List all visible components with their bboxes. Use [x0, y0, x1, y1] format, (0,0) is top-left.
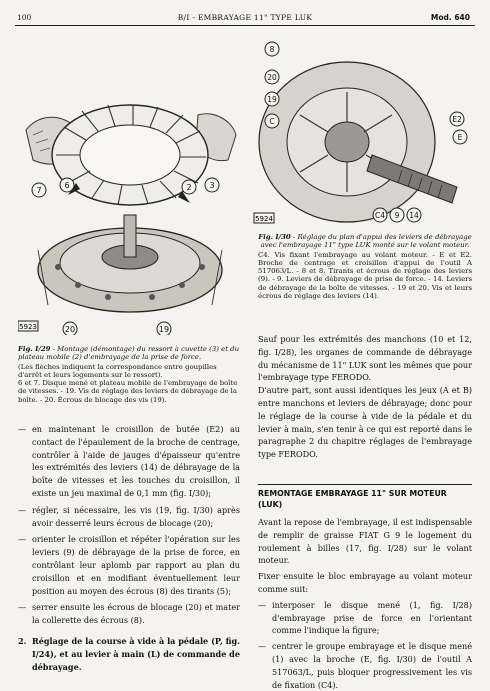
caption-fig-i29	[18, 345, 240, 404]
callout-9: 9	[394, 211, 400, 220]
callout-3: 3	[209, 181, 215, 190]
caption-fig-title: - Réglage du plan d'appui des leviers de débrayage avec l'embrayage 11" type LUK monté sur le volant moteur.	[260, 233, 472, 250]
callout-2: 2	[186, 183, 192, 192]
section-paragraph: Avant la repose de l'embrayage, il est indispensable de remplir de graisse FIAT G 9 le logement du roulement à billes (17, fig. I/28) sur le volant moteur.	[258, 517, 472, 566]
callout-8: 8	[269, 45, 275, 54]
procedure-step: — en maintenant le croisillon de butée (E2) au contact de l'épaulement de la broche de centrage, contrôler à l'aide de jauges d'épaisseur qu'entre les extrémités des leviers (14) de débrayage de la boîte de vitesses et les touches du croisillon, il existe un jeu maximal de 0,1 mm (fig. I/30);	[18, 424, 240, 498]
section-body	[258, 516, 472, 691]
callout-e2: E2	[452, 115, 462, 124]
callout-19-right: 19	[267, 95, 277, 104]
lever-adjustment-figure	[252, 37, 474, 235]
caption-fig-body: C4. Vis fixant l'embrayage au volant moteur. - E et E2. Broche de centrage et croisillon d'appui de l'outil A 517063/L. - 8 et 8. Tirants et écrous de réglage des leviers (9). - 9. Leviers de débrayage de prise de force. - 14. Leviers de débrayage de la boîte de vitesses. - 19 et 20. Vis et leurs écrous de réglage des leviers (14).	[258, 251, 472, 300]
section-rule	[258, 484, 472, 485]
procedure-step: — orienter le croisillon et répéter l'opération sur les leviers (9) de débrayage de la prise de force, en contrôlant leur aplomb par rapport au plan du croisillon et en modifiant éventuellement leur position au moyen des écrous (8) des tirants (5);	[18, 534, 240, 596]
callout-14: 14	[409, 211, 419, 220]
caption-fig-label: Fig. I/30	[258, 233, 291, 241]
left-column-text	[18, 423, 240, 673]
clutch-assembly-figure	[18, 35, 240, 335]
callout-20-right: 20	[267, 73, 277, 82]
running-title: B/I - EMBRAYAGE 11" TYPE LUK	[177, 13, 313, 22]
photo-id-left: 5923	[19, 323, 37, 331]
procedure-step: — interposer le disque mené (1, fig. I/28) d'embrayage prise de force en l'orientant comme l'indique la figure;	[258, 599, 472, 636]
model-label: Mod. 640	[430, 13, 470, 22]
callout-e: E	[457, 133, 463, 142]
caption-fig-title: - Montage (démontage) du ressort à cuvette (3) et du plateau mobile (2) d'embrayage de la prise de force.	[18, 345, 240, 362]
header-rule	[15, 25, 475, 26]
callout-c4: C4	[374, 211, 386, 220]
callout-6: 6	[64, 181, 70, 190]
section-lead: Fixer ensuite le bloc embrayage au volant moteur comme suit:	[258, 571, 472, 594]
callout-19: 19	[158, 325, 170, 334]
callout-c: C	[269, 117, 275, 126]
photo-id-right: 5924	[255, 215, 273, 223]
procedure-step: — centrer le groupe embrayage et le disque mené (1) avec la broche (E, fig. I/30) de l'outil A 517063/L, puis bloquer progressivement les vis de fixation (C4).	[258, 641, 472, 690]
procedure-step: — régler, si nécessaire, les vis (19, fig. I/30) après avoir desserré leurs écrous de blocage (20);	[18, 504, 240, 528]
caption-fig-i30	[258, 233, 472, 300]
section-heading: REMONTAGE EMBRAYAGE 11" SUR MOTEUR (LUK)	[258, 489, 447, 509]
callout-7: 7	[36, 186, 42, 195]
caption-fig-body: (Les flèches indiquent la correspondance entre goupilles d'arrêt et leurs logements sur le ressort). 6 et 7. Disque mené et plateau mobile de l'embrayage de boîte de vitesses. - 19. Vis de réglage des leviers de débrayage de la boîte. - 20. Écrous de blocage des vis (19).	[18, 363, 238, 404]
caption-fig-label: Fig. I/29	[18, 345, 51, 353]
callout-20: 20	[64, 325, 76, 334]
page-number: 100	[17, 13, 32, 22]
right-paragraph: Sauf pour les extrémités des manchons (10 et 12, fig. I/28), les organes de commande de débrayage du mécanisme de 11" LUK sont les mêmes que pour l'embrayage type FERODO. D'autre part, sont aussi identiques les jeux (A et B) entre manchons et leviers de débrayage; donc pour le réglage de la course à vide de la pédale et du levier à main, s'en tenir à ce qui est reporté dans le paragraphe 2 du chapitre réglages de l'embrayage type FERODO.	[258, 334, 473, 460]
procedure-step: — serrer ensuite les écrous de blocage (20) et mater la collerette des écrous (8).	[18, 602, 240, 626]
numbered-heading: 2. Réglage de la course à vide à la pédale (P, fig. I/24), et au levier à main (L) de commande de débrayage.	[18, 635, 240, 672]
